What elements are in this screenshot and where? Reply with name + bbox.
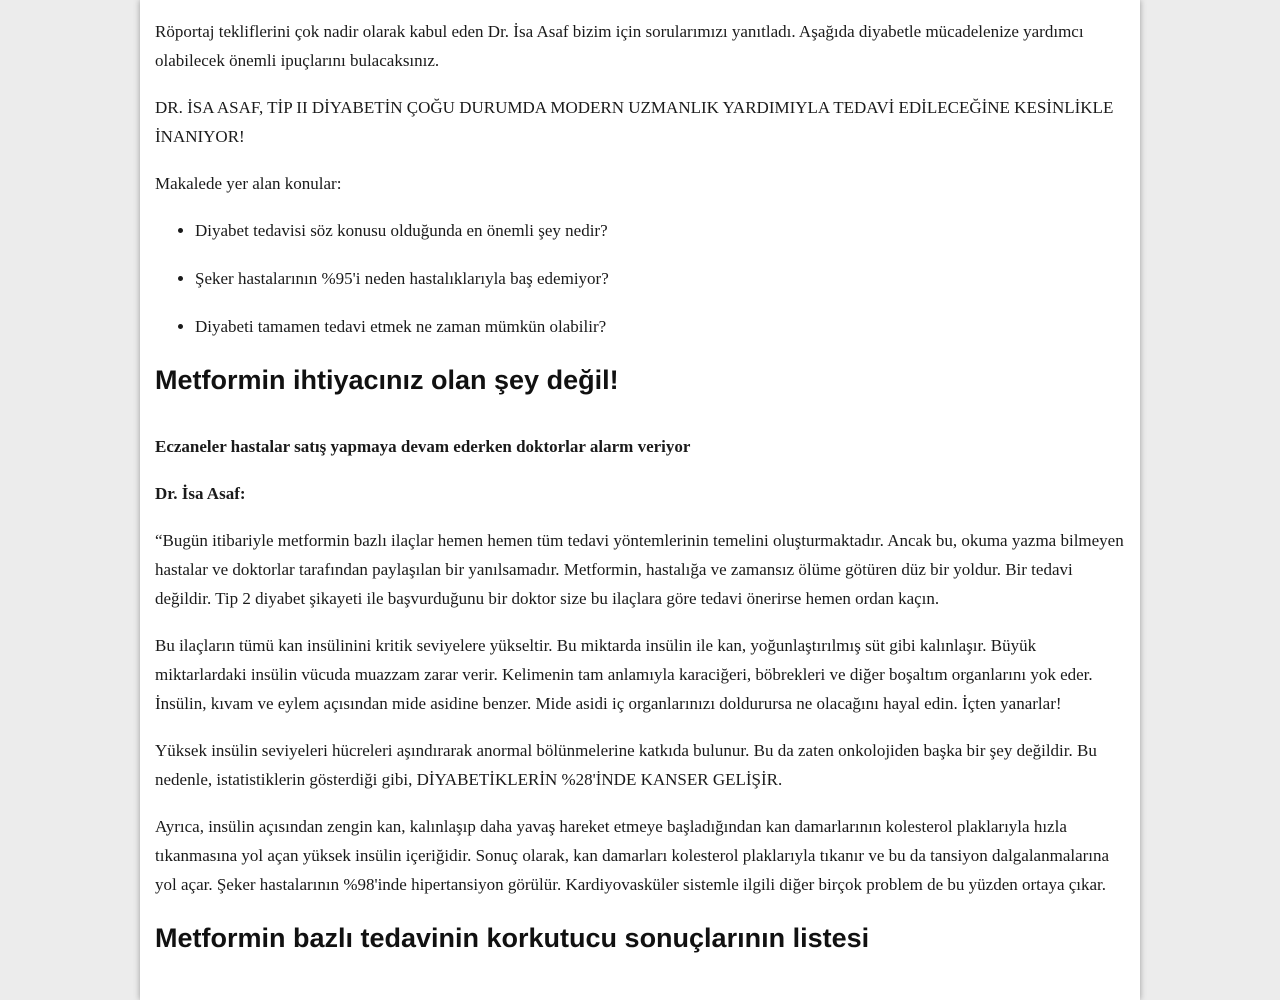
intro-paragraph: Röportaj tekliflerini çok nadir olarak kabul eden Dr. İsa Asaf bizim için sorularımızı yanıtladı. Aşağıda diyabetle mücadelenize yardımcı olabilecek önemli ipuçlarını bulacaksınız. [155, 22, 1084, 70]
topics-label: Makalede yer alan konular: [155, 174, 342, 193]
topic-item: • Şeker hastalarının %95'i neden hastalıklarıyla baş edemiyor? [195, 264, 1125, 293]
article-page [140, 0, 1140, 1000]
section-heading-metformin: Metformin ihtiyacınız olan şey değil! [155, 365, 619, 395]
topic-item: • Diyabeti tamamen tedavi etmek ne zaman mümkün olabilir? [195, 312, 1125, 341]
claim-paragraph: DR. İSA ASAF, TİP II DİYABETİN ÇOĞU DURUMDA MODERN UZMANLIK YARDIMIYLA TEDAVİ EDİLECEĞİNE KESİNLİKLE İNANIYOR! [155, 98, 1114, 146]
topics-list [155, 216, 1125, 341]
speaker-label: Dr. İsa Asaf: [155, 484, 246, 503]
body-paragraph: “Bugün itibariyle metformin bazlı ilaçlar hemen hemen tüm tedavi yöntemlerinin temelini oluşturmaktadır. Ancak bu, okuma yazma bilmeyen hastalar ve doktorlar tarafından paylaşılan bir yanılsamadır. Metformin, hastalığa ve zamansız ölüme götüren düz bir yoldur. Bir tedavi değildir. Tip 2 diyabet şikayeti ile başvurduğunu bir doktor size bu ilaçlara göre tedavi önerirse hemen ordan kaçın. [155, 531, 1124, 608]
body-paragraph: Ayrıca, insülin açısından zengin kan, kalınlaşıp daha yavaş hareket etmeye başladığından kan damarlarının kolesterol plaklarıyla hızla tıkanmasına yol açan yüksek insülin içeriğidir. Sonuç olarak, kan damarları kolesterol plaklarıyla tıkanır ve bu da tansiyon dalgalanmalarına yol açar. Şeker hastalarının %98'inde hipertansiyon görülür. Kardiyovasküler sistemle ilgili diğer birçok problem de bu yüzden ortaya çıkar. [155, 817, 1110, 894]
topic-item: • Diyabet tedavisi söz konusu olduğunda en önemli şey nedir? [195, 216, 1125, 245]
body-paragraph: Yüksek insülin seviyeleri hücreleri aşındırarak anormal bölünmelerine katkıda bulunur. Bu da zaten onkolojiden başka bir şey değildir. Bu nedenle, istatistiklerin gösterdiği gibi, DİYABETİKLERİN %28'İNDE KANSER GELİŞİR. [155, 741, 1097, 789]
section-heading-consequences: Metformin bazlı tedavinin korkutucu sonuçlarının listesi [155, 923, 870, 953]
body-paragraph: Bu ilaçların tümü kan insülinini kritik seviyelere yükseltir. Bu miktarda insülin ile kan, yoğunlaştırılmış süt gibi kalınlaşır. Büyük miktarlardaki insülin vücuda muazzam zarar verir. Kelimenin tam anlamıyla karaciğeri, böbrekleri ve diğer boşaltım organlarını yok eder. İnsülin, kıvam ve eylem açısından mide asidine benzer. Mide asidi iç organlarınızı doldurursa ne olacağını hayal edin. İçten yanarlar! [155, 636, 1093, 713]
subheading: Eczaneler hastalar satış yapmaya devam ederken doktorlar alarm veriyor [155, 437, 691, 456]
article-content [155, 17, 1125, 955]
